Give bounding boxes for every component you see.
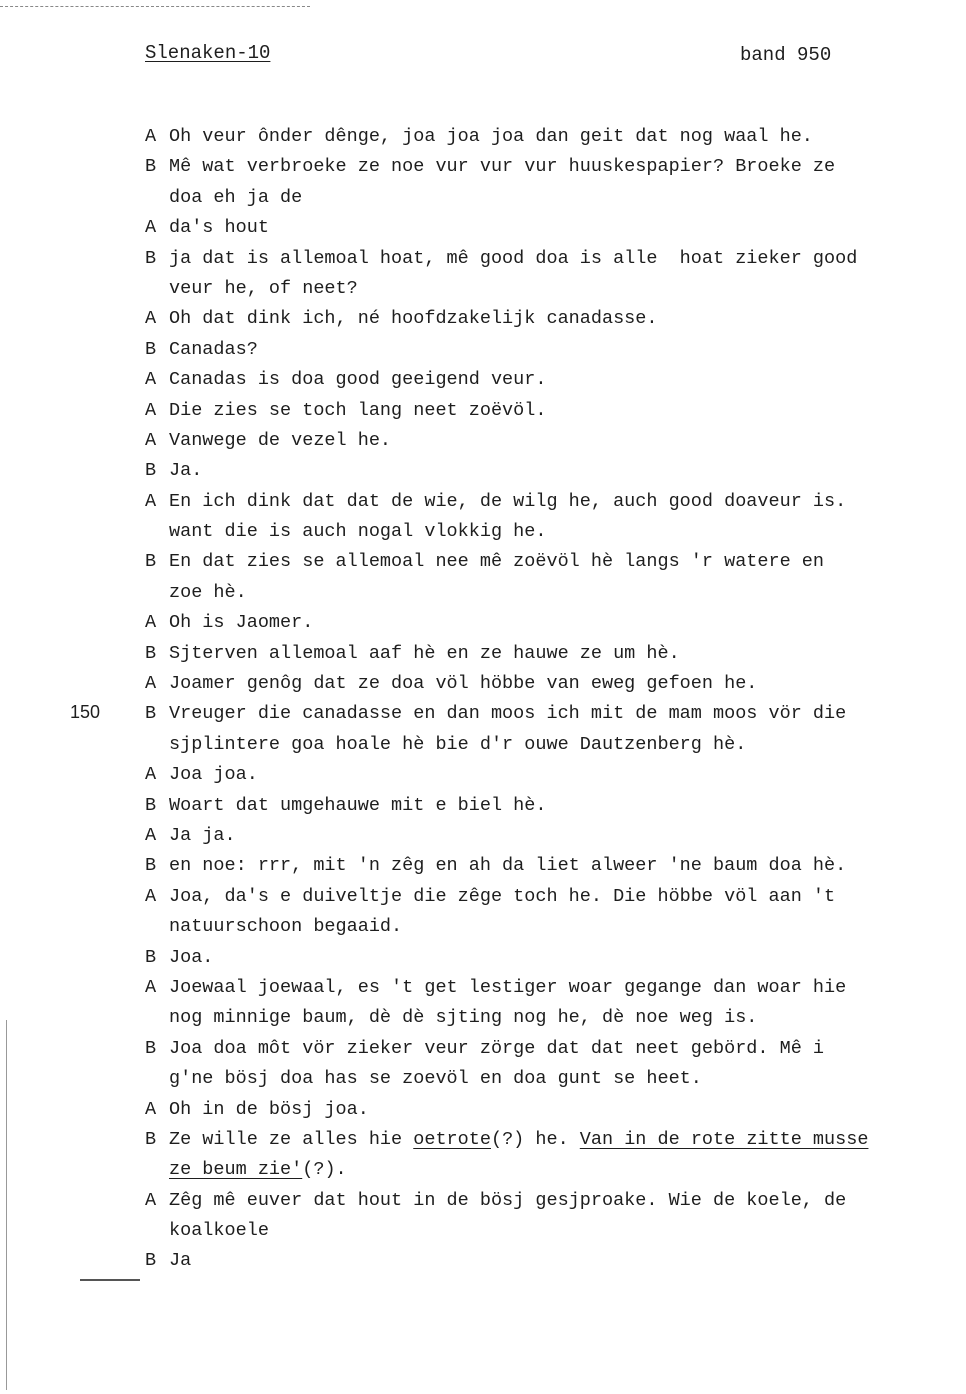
utterance-text: Joa doa môt vör zieker veur zörge dat dat neet gebörd. Mê i [169,1037,825,1059]
transcript-line [145,699,955,729]
speaker-label: B [145,156,157,178]
speaker-label: B [145,551,157,573]
speaker-label: A [145,824,157,846]
transcript-line [145,912,955,942]
transcript-line [145,760,955,790]
speaker-label: A [145,1098,157,1120]
speaker-label: B [145,247,157,269]
underlined-text: Van in de rote zitte musse [579,1128,869,1150]
underlined-text: oetrote [413,1128,491,1150]
speaker-label: B [145,703,157,725]
utterance-text: Oh in de bösj joa. [169,1098,369,1120]
utterance-text: Ja [169,1250,192,1272]
transcript-line [145,183,955,213]
utterance-text: Canadas? [169,338,258,360]
utterance-text: ze beum zie'(?). [169,1159,347,1181]
transcript-line [145,365,955,395]
speaker-label: A [145,490,157,512]
utterance-text: Joa. [169,946,214,968]
utterance-text: Sjterven allemoal aaf hè en ze hauwe ze um hè. [169,642,680,664]
transcript-line [145,639,955,669]
transcript-line [145,608,955,638]
utterance-text: want die is auch nogal vlokkig he. [169,521,547,543]
utterance-text: En dat zies se allemoal nee mê zoëvöl hè langs 'r watere en [169,551,825,573]
transcript-line [145,487,955,517]
utterance-text: Oh is Jaomer. [169,612,314,634]
utterance-text: doa eh ja de [169,186,303,208]
transcript-line [145,547,955,577]
speaker-label: A [145,308,157,330]
utterance-text: Joa, da's e duiveltje die zêge toch he. Die höbbe völ aan 't [169,885,836,907]
utterance-text: Oh dat dink ich, né hoofdzakelijk canadasse. [169,308,658,330]
speaker-label: B [145,338,157,360]
transcript-line [145,304,955,334]
speaker-label: A [145,429,157,451]
document-title: Slenaken-10 [145,42,271,64]
transcript-line [145,791,955,821]
transcript-line [145,669,955,699]
transcript-line [145,517,955,547]
utterance-text: nog minnige baum, dè dè sjting nog he, dè noe weg is. [169,1007,758,1029]
utterance-text: Die zies se toch lang neet zoëvöl. [169,399,547,421]
transcript-line [145,396,955,426]
speaker-label: B [145,1037,157,1059]
utterance-text: Ja ja. [169,824,236,846]
transcript-line [145,1216,955,1246]
transcript-line [145,1125,955,1155]
speaker-label: A [145,369,157,391]
speaker-label: A [145,764,157,786]
utterance-text: sjplintere goa hoale hè bie d'r ouwe Dautzenberg hè. [169,733,747,755]
utterance-text: Joewaal joewaal, es 't get lestiger woar gegange dan woar hie [169,976,847,998]
speaker-label: B [145,1250,157,1272]
utterance-text: veur he, of neet? [169,277,358,299]
speaker-label: B [145,794,157,816]
utterance-text: g'ne bösj doa has se zoevöl en doa gunt se heet. [169,1068,702,1090]
speaker-label: B [145,855,157,877]
utterance-text: en noe: rrr, mit 'n zêg en ah da liet alweer 'ne baum doa hè. [169,855,847,877]
transcript-line [145,943,955,973]
utterance-text: zoe hè. [169,581,247,603]
footnote-rule [80,1279,140,1281]
speaker-label: B [145,1128,157,1150]
transcript-line [145,851,955,881]
speaker-label: A [145,217,157,239]
speaker-label: A [145,976,157,998]
transcript-line [145,973,955,1003]
transcript-line [145,1155,955,1185]
transcript-line [145,335,955,365]
speaker-label: B [145,946,157,968]
utterance-text: da's hout [169,217,269,239]
utterance-text: Vreuger die canadasse en dan moos ich mit de mam moos vör die [169,703,847,725]
speaker-label: A [145,885,157,907]
transcript-line [145,122,955,152]
top-rule [0,6,310,7]
transcript-line [145,882,955,912]
utterance-text: Ja. [169,460,203,482]
utterance-text: Vanwege de vezel he. [169,429,392,451]
transcript-line [145,821,955,851]
transcript-line [145,1186,955,1216]
utterance-text: En ich dink dat dat de wie, de wilg he, auch good doaveur is. [169,490,847,512]
utterance-text: Ze wille ze alles hie oetrote(?) he. Van in de rote zitte musse [169,1128,869,1150]
utterance-text: Canadas is doa good geeigend veur. [169,369,547,391]
utterance-text: Joa joa. [169,764,258,786]
transcript-line [145,1064,955,1094]
underlined-text: ze beum zie' [169,1159,303,1181]
speaker-label: A [145,1189,157,1211]
utterance-text: ja dat is allemoal hoat, mê good doa is alle hoat zieker good [169,247,858,269]
transcript-line [145,1246,955,1276]
speaker-label: B [145,642,157,664]
utterance-text: Joamer genôg dat ze doa völ höbbe van eweg gefoen he. [169,673,758,695]
speaker-label: B [145,460,157,482]
utterance-text: koalkoele [169,1220,269,1242]
transcript-line [145,244,955,274]
transcript-line [145,578,955,608]
transcript-line [145,456,955,486]
transcript-line [145,1034,955,1064]
utterance-text: Oh veur ônder dênge, joa joa joa dan geit dat nog waal he. [169,126,813,147]
utterance-text: Mê wat verbroeke ze noe vur vur vur huuskespapier? Broeke ze [169,156,836,178]
band-number: band 950 [740,44,832,66]
speaker-label: A [145,399,157,421]
utterance-text: Woart dat umgehauwe mit e biel hè. [169,794,547,816]
transcript-line [145,1003,955,1033]
transcript-line [145,213,955,243]
margin-line-number: 150 [70,702,101,722]
transcript-line [145,152,955,182]
speaker-label: A [145,612,157,634]
transcript-line [145,1095,955,1125]
transcript-line [145,426,955,456]
speaker-label: A [145,673,157,695]
transcript-body [145,122,955,1277]
left-margin-rule [6,1020,7,1390]
transcript-line [145,730,955,760]
transcript-line [145,274,955,304]
speaker-label: A [145,126,157,147]
utterance-text: natuurschoon begaaid. [169,916,403,938]
utterance-text: Zêg mê euver dat hout in de bösj gesjproake. Wie de koele, de [169,1189,847,1211]
